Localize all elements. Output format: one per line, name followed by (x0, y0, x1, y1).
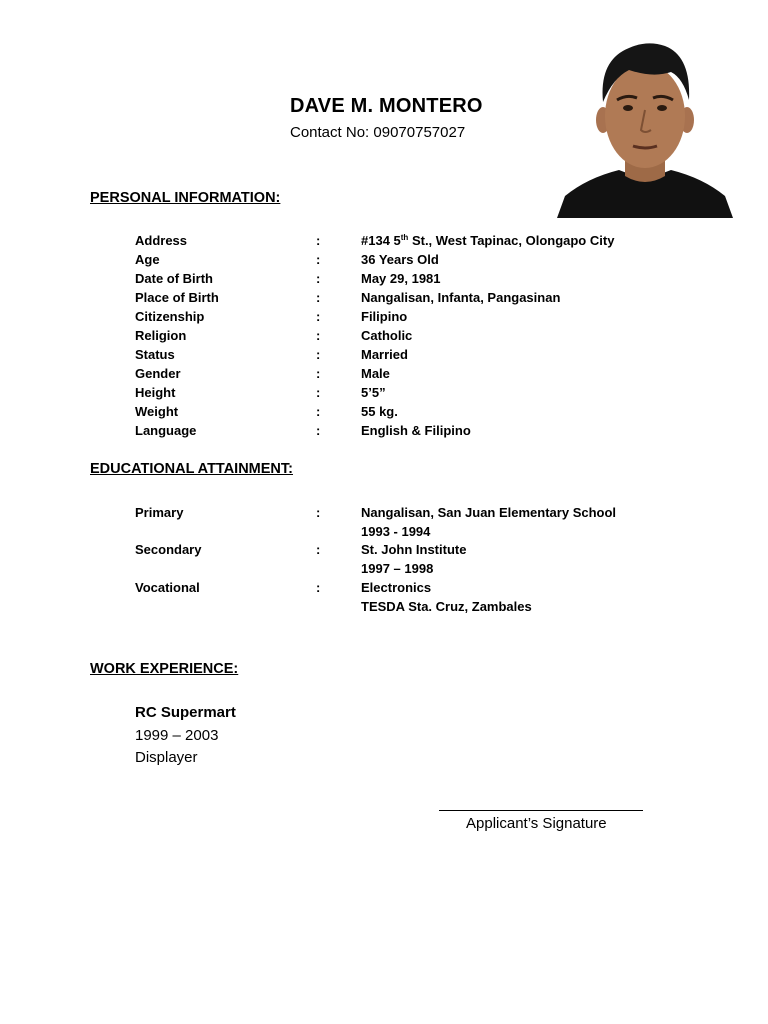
info-colon: : (316, 366, 321, 381)
info-colon: : (316, 271, 321, 286)
info-value: English & Filipino (361, 423, 471, 438)
info-row-height (135, 385, 695, 404)
info-row-age (135, 252, 695, 271)
info-row-weight (135, 404, 695, 423)
info-colon: : (316, 385, 321, 400)
address-ordinal: th (400, 233, 409, 242)
edu-colon: : (316, 505, 321, 520)
edu-school: Nangalisan, San Juan Elementary School (361, 505, 617, 520)
info-row-status (135, 347, 695, 366)
info-colon: : (316, 233, 321, 248)
work-years: 1999 – 2003 (135, 727, 219, 744)
edu-course: Electronics (361, 580, 432, 595)
edu-key: Secondary (135, 542, 202, 557)
edu-key: Primary (135, 505, 184, 520)
edu-row-vocational (135, 580, 695, 599)
info-row-religion (135, 328, 695, 347)
edu-school: St. John Institute (361, 542, 467, 557)
contact-label: Contact No: (290, 124, 370, 141)
edu-school-vocational: TESDA Sta. Cruz, Zambales (361, 599, 532, 614)
address-number: #134 5 (361, 233, 401, 248)
edu-years-secondary: 1997 – 1998 (361, 561, 434, 576)
info-key: Religion (135, 328, 187, 343)
info-key: Date of Birth (135, 271, 213, 286)
info-colon: : (316, 423, 321, 438)
info-value: 36 Years Old (361, 252, 439, 267)
contact-line (290, 124, 465, 141)
edu-key: Vocational (135, 580, 200, 595)
info-colon: : (316, 347, 321, 362)
edu-row-secondary (135, 542, 695, 561)
info-row-language (135, 423, 695, 442)
address-street: St., West Tapinac, Olongapo City (408, 233, 615, 248)
info-row-address (135, 233, 695, 252)
edu-colon: : (316, 580, 321, 595)
info-value: Male (361, 366, 390, 381)
info-value: Nangalisan, Infanta, Pangasinan (361, 290, 561, 305)
info-colon: : (316, 328, 321, 343)
edu-colon: : (316, 542, 321, 557)
info-key: Status (135, 347, 175, 362)
info-value-address (361, 233, 614, 248)
info-value: 5’5” (361, 385, 386, 400)
personal-info-heading: PERSONAL INFORMATION: (90, 190, 281, 206)
info-value: May 29, 1981 (361, 271, 441, 286)
signature-line (439, 810, 643, 811)
info-key: Language (135, 423, 197, 438)
info-key: Place of Birth (135, 290, 219, 305)
info-colon: : (316, 252, 321, 267)
applicant-photo (557, 38, 733, 218)
work-heading: WORK EXPERIENCE: (90, 661, 239, 677)
info-colon: : (316, 404, 321, 419)
portrait-illustration (557, 38, 733, 218)
info-key: Weight (135, 404, 179, 419)
signature-label: Applicant’s Signature (466, 815, 607, 832)
work-company: RC Supermart (135, 704, 236, 721)
applicant-name: DAVE M. MONTERO (290, 95, 483, 117)
info-value: Catholic (361, 328, 413, 343)
info-colon: : (316, 309, 321, 324)
info-value: Filipino (361, 309, 408, 324)
info-key: Address (135, 233, 188, 248)
edu-row-primary (135, 505, 695, 524)
info-row-gender (135, 366, 695, 385)
info-key: Age (135, 252, 160, 267)
contact-number: 09070757027 (373, 124, 466, 141)
work-role: Displayer (135, 749, 198, 766)
info-row-date-of-birth (135, 271, 695, 290)
info-value: Married (361, 347, 408, 362)
info-colon: : (316, 290, 321, 305)
info-row-citizenship (135, 309, 695, 328)
info-key: Gender (135, 366, 181, 381)
info-row-place-of-birth (135, 290, 695, 309)
info-key: Citizenship (135, 309, 205, 324)
edu-years-primary: 1993 - 1994 (361, 524, 431, 539)
education-heading: EDUCATIONAL ATTAINMENT: (90, 461, 293, 477)
info-key: Height (135, 385, 176, 400)
info-value: 55 kg. (361, 404, 398, 419)
